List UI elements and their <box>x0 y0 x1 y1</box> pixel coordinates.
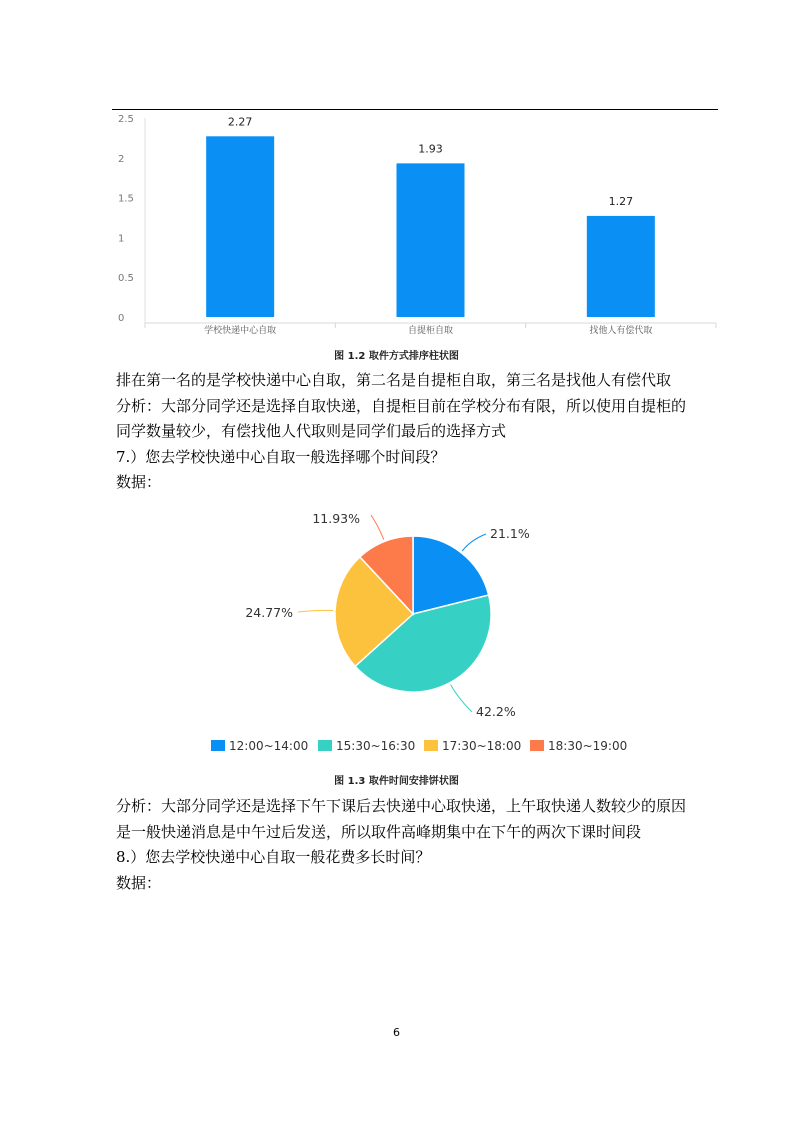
y-tick-label: 2.5 <box>118 114 134 125</box>
pie-percent-label: 21.1% <box>490 526 530 541</box>
bar-value-label: 1.93 <box>418 142 443 156</box>
x-category-label: 学校快递中心自取 <box>204 326 277 336</box>
paragraph-ranking: 排在第一名的是学校快递中心自取，第二名是自提柜自取，第三名是找他人有偿代取 <box>116 371 672 389</box>
legend-label: 17:30~18:00 <box>442 739 522 753</box>
text-block-2 <box>116 794 726 896</box>
page-number: 6 <box>393 1026 400 1039</box>
legend-swatch <box>424 740 438 751</box>
legend-label: 12:00~14:00 <box>229 739 309 753</box>
legend-swatch <box>530 740 544 751</box>
paragraph-analysis-1b: 同学数量较少，有偿找他人代取则是同学们最后的选择方式 <box>116 422 507 440</box>
y-tick-label: 1.5 <box>118 193 134 205</box>
y-tick-label: 0 <box>118 313 125 324</box>
pie-leader-line <box>371 515 384 540</box>
pie-leader-line <box>451 685 472 712</box>
bar-value-label: 2.27 <box>227 115 253 129</box>
paragraph-analysis-2b: 是一般快递消息是中午过后发送，所以取件高峰期集中在下午的两次下课时间段 <box>116 822 642 841</box>
figure-caption-1-2: 图 1.2 取件方式排序柱状图 <box>334 351 459 362</box>
pie-leader-line <box>298 610 333 612</box>
legend-swatch <box>318 740 332 751</box>
pie-percent-label: 24.77% <box>245 605 293 620</box>
question-7: 7.）您去学校快递中心自取一般选择哪个时间段？ <box>116 447 446 466</box>
paragraph-analysis-1a: 分析：大部分同学还是选择自取快递，自提柜目前在学校分布有限，所以使用自提柜的 <box>116 396 687 415</box>
figure-caption-1-3: 图 1.3 取件时间安排饼状图 <box>334 776 459 787</box>
data-label-1: 数据： <box>116 473 162 491</box>
x-category-label: 自提柜自取 <box>407 326 454 336</box>
paragraph-analysis-2a: 分析：大部分同学还是选择下午下课后去快递中心取快递，上午取快递人数较少的原因 <box>116 797 687 815</box>
pie-percent-label: 42.2% <box>476 704 516 719</box>
bar-value-label: 1.27 <box>608 194 634 208</box>
legend-label: 15:30~16:30 <box>336 739 416 753</box>
legend-swatch <box>211 740 225 751</box>
pie-leader-line <box>462 534 486 551</box>
legend-label: 18:30~19:00 <box>548 739 628 753</box>
data-label-2: 数据： <box>116 873 162 892</box>
y-tick-label: 1 <box>118 233 125 245</box>
question-8: 8.）您去学校快递中心自取一般花费多长时间？ <box>116 848 431 866</box>
y-tick-label: 2 <box>118 153 125 165</box>
pie-percent-label: 11.93% <box>312 511 360 526</box>
y-tick-label: 0.5 <box>118 273 134 285</box>
x-category-label: 找他人有偿代取 <box>589 326 653 336</box>
